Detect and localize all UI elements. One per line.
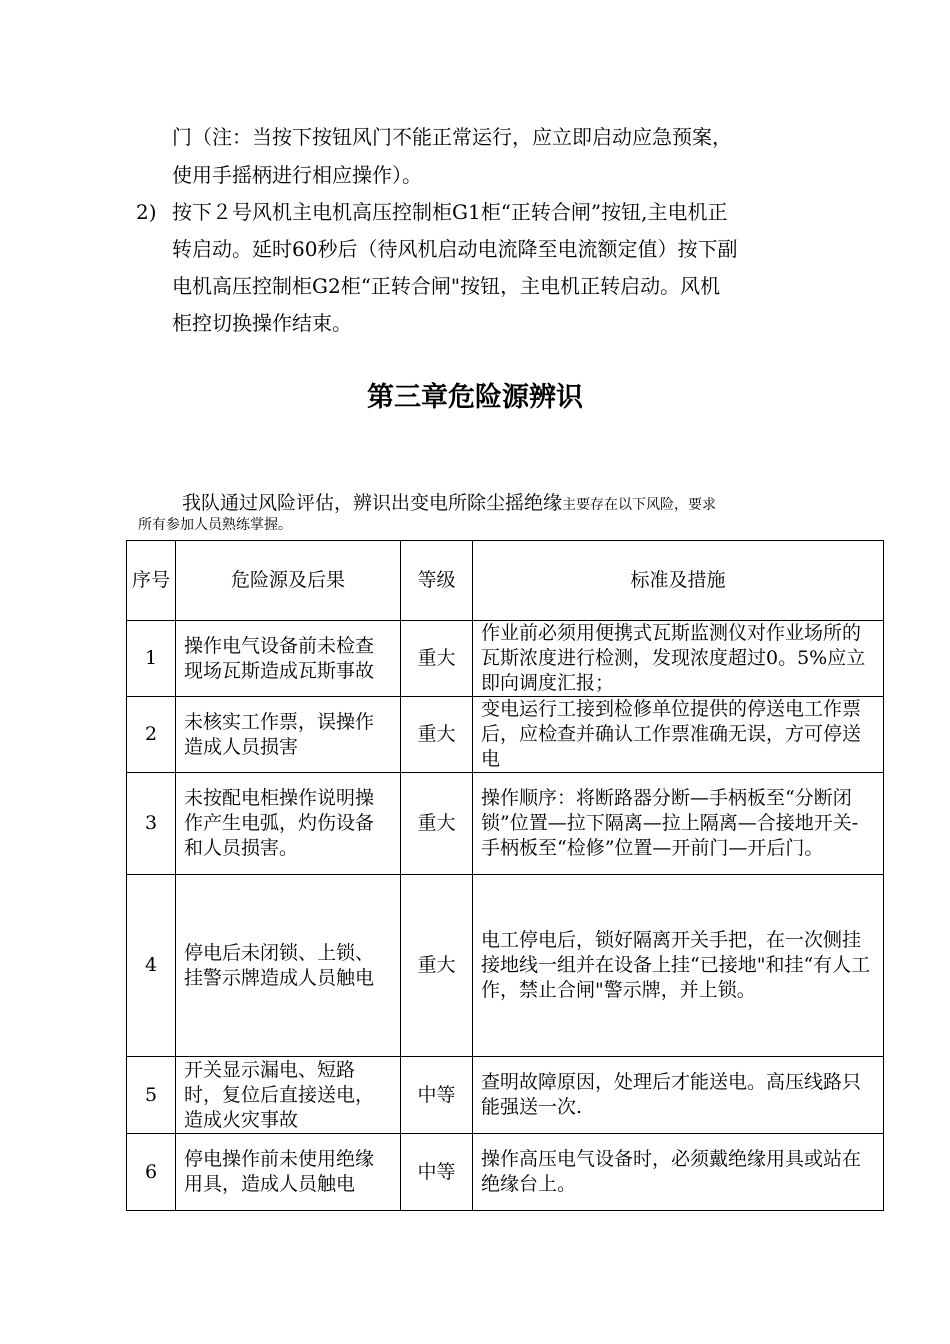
table-row [127,1134,884,1211]
cell-measure: 作业前必须用便携式瓦斯监测仪对作业场所的瓦斯浓度进行检测，发现浓度超过0。5%应立即向调度汇报； [473,621,884,697]
cell-measure: 操作顺序：将断路器分断—手柄板至“分断闭锁”位置—拉下隔离—拉上隔离—合接地开关-手柄板至“检修”位置—开前门—开后门。 [473,773,884,875]
intro-text-large: 我队通过风险评估，辨识出变电所除尘摇绝缘 [182,492,563,514]
header-hazard: 危险源及后果 [176,541,401,621]
cell-measure: 电工停电后，锁好隔离开关手把，在一次侧挂接地线一组并在设备上挂“已接地"和挂“有人工作，禁止合闸"警示牌，并上锁。 [473,875,884,1057]
cell-level: 重大 [401,875,473,1057]
list-number: 2) [136,200,157,224]
cell-level: 重大 [401,697,473,773]
cell-level: 重大 [401,773,473,875]
cell-seq: 2 [127,697,176,773]
paragraph-line: 门（注：当按下按钮风门不能正常运行，应立即启动应急预案， [172,125,732,149]
intro-line [182,490,716,518]
cell-hazard: 操作电气设备前未检查现场瓦斯造成瓦斯事故 [176,621,401,697]
cell-seq: 4 [127,875,176,1057]
paragraph-line: 使用手摇柄进行相应操作）。 [172,163,422,187]
paragraph-line: 柜控切换操作结束。 [172,311,352,335]
table-row [127,1057,884,1134]
header-level: 等级 [401,541,473,621]
cell-level: 中等 [401,1134,473,1211]
table-header-row [127,541,884,621]
paragraph-line: 转启动。延时60秒后（待风机启动电流降至电流额定值）按下副 [172,237,738,261]
cell-level: 重大 [401,621,473,697]
cell-hazard: 未按配电柜操作说明操作产生电弧，灼伤设备和人员损害。 [176,773,401,875]
paragraph-line: 电机高压控制柜G2柜“正转合闸"按钮，主电机正转启动。风机 [172,274,721,298]
intro-line-2: 所有参加人员熟练掌握。 [138,517,292,533]
hazard-table [126,540,884,1211]
cell-seq: 3 [127,773,176,875]
cell-hazard: 停电操作前未使用绝缘用具，造成人员触电 [176,1134,401,1211]
header-seq: 序号 [127,541,176,621]
cell-seq: 6 [127,1134,176,1211]
table-row [127,875,884,1057]
cell-hazard: 开关显示漏电、短路时，复位后直接送电，造成火灾事故 [176,1057,401,1134]
intro-text-small: 主要存在以下风险，要求 [562,497,717,513]
cell-hazard: 未核实工作票，误操作造成人员损害 [176,697,401,773]
cell-measure: 变电运行工接到检修单位提供的停送电工作票后，应检查并确认工作票准确无误，方可停送电 [473,697,884,773]
table-row [127,697,884,773]
cell-hazard: 停电后未闭锁、上锁、挂警示牌造成人员触电 [176,875,401,1057]
cell-level: 中等 [401,1057,473,1134]
cell-seq: 5 [127,1057,176,1134]
cell-measure: 查明故障原因，处理后才能送电。高压线路只能强送一次. [473,1057,884,1134]
paragraph-line: 按下２号风机主电机高压控制柜G1柜“正转合闸”按钮,主电机正 [172,200,728,224]
cell-measure: 操作高压电气设备时，必须戴绝缘用具或站在绝缘台上。 [473,1134,884,1211]
cell-seq: 1 [127,621,176,697]
table-row [127,621,884,697]
header-measure: 标准及措施 [473,541,884,621]
table-row [127,773,884,875]
chapter-title: 第三章危险源辨识 [367,382,583,413]
